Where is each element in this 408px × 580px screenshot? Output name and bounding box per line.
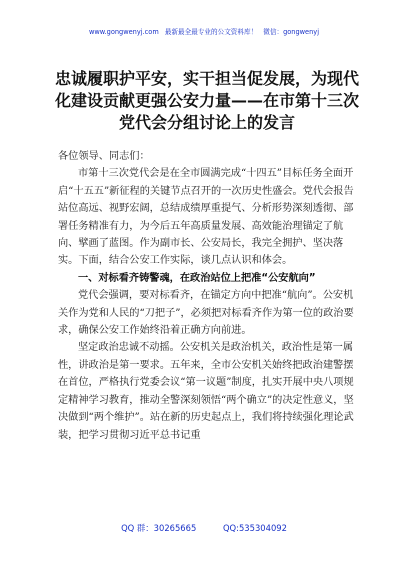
footer <box>0 522 408 534</box>
paragraph: 党代会强调，要对标看齐，在锚定方向中把准“航向”。公安机关作为党和人民的“刀把子”，必须把对标看齐作为第一位的政治要求，确保公安工作始终沿着正确方向前进。 <box>58 290 354 337</box>
paragraph: 市第十三次党代会是在全市圆满完成“十四五”目标任务全面开启“十五五”新征程的关键节点召开的一次历史性盛会。党代会报告站位高远、视野宏阔，总结成绩厚重提气、分析形势深刻透彻、部署任务精准有力，为今后五年高质量发展、高效能治理锚定了航向、擘画了蓝图。作为副市长、公安局长，我完全拥护、坚决落实。下面，结合公安工作实际，谈几点认识和体会。 <box>58 168 354 267</box>
document-body <box>58 148 360 444</box>
site-tagline: 最新最全最专业的公文资料库！ <box>164 28 258 36</box>
wechat-id: 微信：gongwenyj <box>263 28 320 36</box>
header-bar <box>0 26 408 36</box>
paragraph: 坚定政治忠诚不动摇。公安机关是政治机关，政治性是第一属性，讲政治是第一要求。五年来，全市公安机关始终把政治建警摆在首位，严格执行党委会议“第一议题”制度，扎实开展中央八项规定精神学习教育，推动全警深刻领悟“两个确立”的决定性意义，坚决做到“两个维护”。站在新的历史起点上，我们将持续强化理论武装，把学习贯彻习近平总书记重 <box>58 342 354 441</box>
salutation: 各位领导、同志们： <box>58 151 150 162</box>
section-heading: 一、对标看齐铸警魂，在政治站位上把准“公安航向” <box>78 272 316 284</box>
site-link[interactable]: www.gongwenyj.com <box>88 28 159 36</box>
document-title: 忠诚履职护平安，实干担当促发展，为现代化建设贡献更强公安力量——在市第十三次党代会分组讨论上的发言 <box>54 69 359 132</box>
qq-group: QQ 群：30265665 <box>121 523 197 533</box>
qq-contact: QQ:535304092 <box>222 523 287 533</box>
